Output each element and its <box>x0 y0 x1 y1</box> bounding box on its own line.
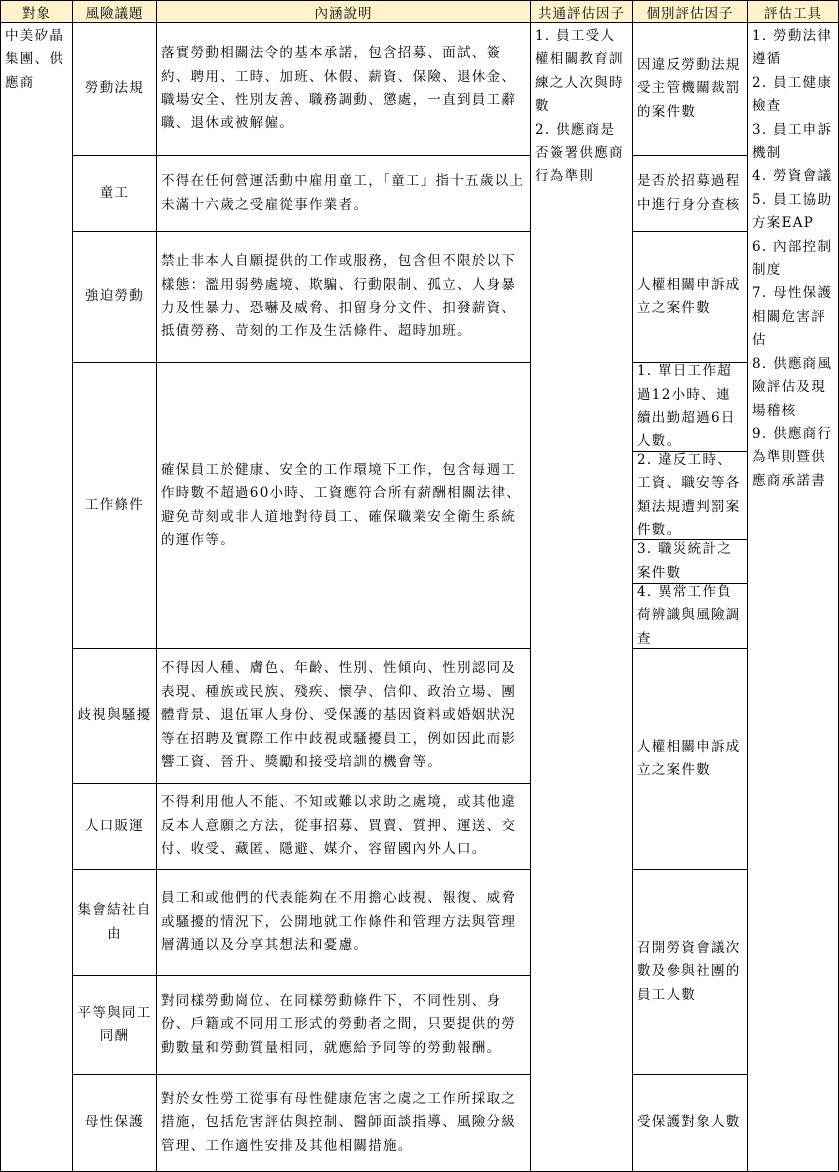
issue-description: 員工和或他們的代表能夠在不用擔心歧視、報復、威脅或騷擾的情況下，公開地就工作條件和管理方法與管理層溝通以及分享其想法和憂慮。 <box>156 869 531 976</box>
tools-cell: 1. 勞動法律遵循 2. 員工健康檢查 3. 員工申訴機制 4. 勞資會議 5. 員工協助方案EAP 6. 內部控制制度 7. 母性保護相關危害評估 8. 供應商風險評估及現場稽核 9. 供應商行為準則暨供應商承諾書 <box>747 22 839 1172</box>
header-risk-issue: 風險議題 <box>72 0 157 23</box>
issue-name: 人口販運 <box>72 783 157 870</box>
issue-description: 對同樣勞動崗位、在同樣勞動條件下，不同性別、身份、戶籍或不同用工形式的勞動者之間，只要提供的勞動數量和勞動質量相同，就應給予同等的勞動報酬。 <box>156 975 531 1075</box>
issue-name: 童工 <box>72 155 157 232</box>
individual-factor: 4. 異常工作負荷辨識與風險調查 <box>632 583 748 649</box>
header-subject: 對象 <box>0 0 73 23</box>
individual-factor: 召開勞資會議次數及參與社團的員工人數 <box>632 869 748 1075</box>
header-tools: 評估工具 <box>747 0 839 23</box>
issue-description: 不得利用他人不能、不知或難以求助之處境，或其他違反本人意願之方法，從事招募、買賣、質押、運送、交付、收受、藏匿、隱避、媒介、容留國內外人口。 <box>156 783 531 870</box>
common-factors-cell: 1. 員工受人權相關教育訓練之人次與時數 2. 供應商是否簽署供應商行為準則 <box>530 22 633 1172</box>
issue-name: 勞動法規 <box>72 22 157 156</box>
individual-factor: 3. 職災統計之案件數 <box>632 539 748 584</box>
individual-factor: 1. 單日工作超過12小時、連續出勤超過6日人數。 <box>632 362 748 452</box>
issue-description: 確保員工於健康、安全的工作環境下工作，包含每週工作時數不超過60小時、工資應符合所有薪酬相關法律、避免苛刻或非人道地對待員工、確保職業安全衛生系統的運作等。 <box>156 362 531 649</box>
individual-factor: 2. 違反工時、工資、職安等各類法規遭判罰案件數。 <box>632 451 748 540</box>
individual-factor: 因違反勞動法規受主管機關裁罰的案件數 <box>632 22 748 156</box>
header-common-factors: 共通評估因子 <box>530 0 633 23</box>
individual-factor: 人權相關申訴成立之案件數 <box>632 231 748 363</box>
issue-description: 對於女性勞工從事有母性健康危害之虞之工作所採取之措施，包括危害評估與控制、醫師面談指導、風險分級管理、工作適性安排及其他相關措施。 <box>156 1074 531 1172</box>
issue-name: 歧視與騷擾 <box>72 648 157 784</box>
individual-factor: 受保護對象人數 <box>632 1074 748 1172</box>
issue-description: 落實勞動相關法令的基本承諾，包含招募、面試、簽約、聘用、工時、加班、休假、薪資、保險、退休金、職場安全、性別友善、職務調動、懲處，一直到員工辭職、退休或被解僱。 <box>156 22 531 156</box>
issue-name: 集會結社自由 <box>72 869 157 976</box>
issue-name: 工作條件 <box>72 362 157 649</box>
issue-name: 平等與同工同酬 <box>72 975 157 1075</box>
header-description: 內涵說明 <box>156 0 531 23</box>
issue-description: 不得因人種、膚色、年齡、性別、性傾向、性別認同及表現、種族或民族、殘疾、懷孕、信仰、政治立場、團體背景、退伍軍人身份、受保護的基因資料或婚姻狀況等在招聘及實際工作中歧視或騷擾員工，例如因此而影響工資、晉升、獎勵和接受培訓的機會等。 <box>156 648 531 784</box>
issue-description: 不得在任何營運活動中雇用童工，「童工」指十五歲以上未滿十六歲之受雇從事作業者。 <box>156 155 531 232</box>
issue-description: 禁止非本人自願提供的工作或服務，包含但不限於以下樣態：濫用弱勢處境、欺騙、行動限制、孤立、人身暴力及性暴力、恐嚇及威脅、扣留身分文件、扣發薪資、抵債勞務、苛刻的工作及生活條件、超時加班。 <box>156 231 531 363</box>
header-individual-factors: 個別評估因子 <box>632 0 748 23</box>
individual-factor: 是否於招募過程中進行身分查核 <box>632 155 748 232</box>
issue-name: 母性保護 <box>72 1074 157 1172</box>
subject-cell: 中美矽晶集團、供應商 <box>0 22 73 1172</box>
individual-factor: 人權相關申訴成立之案件數 <box>632 648 748 870</box>
issue-name: 強迫勞動 <box>72 231 157 363</box>
